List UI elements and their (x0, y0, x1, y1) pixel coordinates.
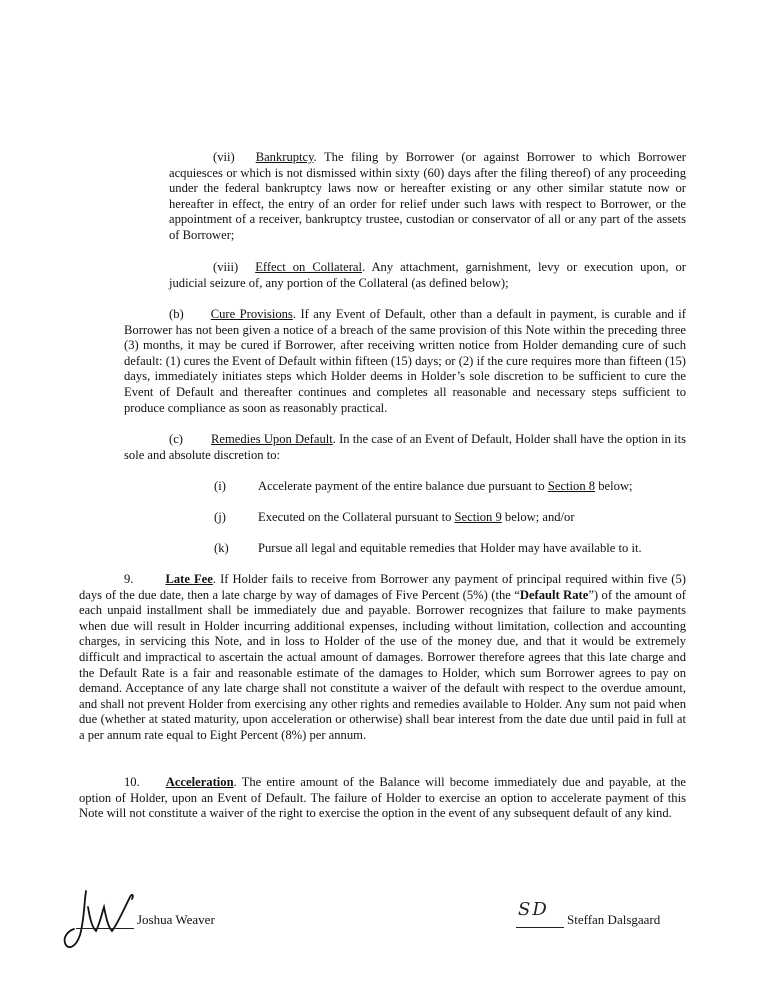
section-reference: Section 8 (547, 479, 596, 493)
remedy-item-number: (j) (214, 510, 226, 524)
section-10-heading: Acceleration (165, 775, 234, 789)
signature-block-right (516, 900, 696, 940)
clause-c-body: . In the case of an Event of Default, Holder shall have the option in its sole and absolute discretion to: (124, 432, 686, 462)
section-9 (79, 572, 686, 744)
remedy-item-text: Executed on the Collateral pursuant to Section 9 below; and/or (258, 510, 575, 524)
section-9-body: . If Holder fails to receive from Borrower any payment of principal required within five (5) days of the due date, then a late charge by way of damages of Five Percent (5%) (the “ (79, 572, 686, 602)
section-9-heading: Late Fee (165, 572, 213, 586)
clause-vii-number: (vii) (213, 150, 235, 164)
clause-viii (169, 260, 686, 291)
remedy-item-number: (i) (214, 479, 226, 493)
section-10 (79, 775, 686, 822)
defined-term: Default Rate (519, 587, 589, 602)
signer-name-right: Steffan Dalsgaard (567, 912, 661, 927)
section-reference: Section 9 (454, 510, 502, 524)
clause-c-heading: Remedies Upon Default (210, 432, 333, 446)
section-9-body-cont: ”) of the amount of each unpaid installment shall be immediately due and payable. Borrower recognizes that failure to make payments when due will result in Holder incurring additional expenses, including without limitation, collection and accounting charges, in servicing this Note, and in loss to Holder of the use of the money due, and that it would be extremely difficult and impractical to ascertain the actual amount of damages. Borrower therefore agrees that this late charge and the Default Rate is a fair and reasonable estimate of the damages to Holder, which sum Borrower agrees to pay on demand. Acceptance of any late charge shall not constitute a waiver of the default with respect to the overdue amount, and shall not prevent Holder from exercising any other rights and remedies available to Holder. Any sum not paid when due (whether at stated maturity, upon acceleration or otherwise) shall bear interest from the date due until paid in full at a per annum rate equal to Eight Percent (8%) per annum. (79, 587, 686, 742)
signature-block-left (62, 885, 242, 955)
clause-vii-heading: Bankruptcy (255, 150, 314, 164)
signer-name-left: Joshua Weaver (137, 912, 215, 927)
section-10-number: 10. (124, 775, 140, 789)
clause-viii-heading: Effect on Collateral (255, 260, 362, 274)
clause-c-number: (c) (169, 432, 183, 446)
handwritten-initials-sd: SD (518, 899, 549, 920)
section-9-number: 9. (124, 572, 134, 586)
clause-b-number: (b) (169, 307, 184, 321)
clause-b-body: . If any Event of Default, other than a default in payment, is curable and if Borrower has not been given a notice of a breach of the same provision of this Note within the preceding three (3) months, it may be cured if Borrower, after receiving written notice from Holder demanding cure of such default: (1) cures the Event of Default within fifteen (15) days; or (2) if the cure requires more than fifteen (15) days, immediately initiates steps which Holder deems in Holder’s sole discretion to be sufficient to cure the Event of Default and thereafter continues and completes all reasonable and necessary steps sufficient to produce compliance as soon as reasonably practical. (124, 307, 686, 415)
clause-viii-number: (viii) (213, 260, 239, 274)
signature-initials-left (62, 885, 63, 886)
section-10-body: . The entire amount of the Balance will become immediately due and payable, at the option of Holder, upon an Event of Default. The failure of Holder to exercise an option to accelerate payment of this Note will not constitute a waiver of the right to exercise the option in the event of any subsequent default of any kind. (79, 775, 686, 821)
clause-vii-body: . The filing by Borrower (or against Borrower to which Borrower acquiesces or which is not dismissed within sixty (60) days after the filing thereof) of any proceeding under the federal bankruptcy laws now or hereafter existing or any other similar statute now or hereafter in effect, the entry of an order for relief under such laws with respect to Borrower, or the appointment of a receiver, bankruptcy trustee, custodian or conservator of all or any part of the assets of Borrower; (169, 150, 686, 242)
clause-b-heading: Cure Provisions (210, 307, 293, 321)
remedy-item-number: (k) (214, 541, 229, 555)
signature-line-right (516, 927, 564, 928)
remedy-item-text: Pursue all legal and equitable remedies that Holder may have available to it. (258, 541, 642, 555)
clause-c (124, 432, 686, 463)
clause-viii-body: . Any attachment, garnishment, levy or execution upon, or judicial seizure of, any portion of the Collateral (as defined below); (169, 260, 686, 290)
clause-b (124, 307, 686, 416)
handwritten-initials-jw (62, 885, 142, 955)
clause-vii (169, 150, 686, 244)
remedy-item-text: Accelerate payment of the entire balance due pursuant to Section 8 below; (258, 479, 633, 493)
signature-line-left (76, 928, 134, 929)
